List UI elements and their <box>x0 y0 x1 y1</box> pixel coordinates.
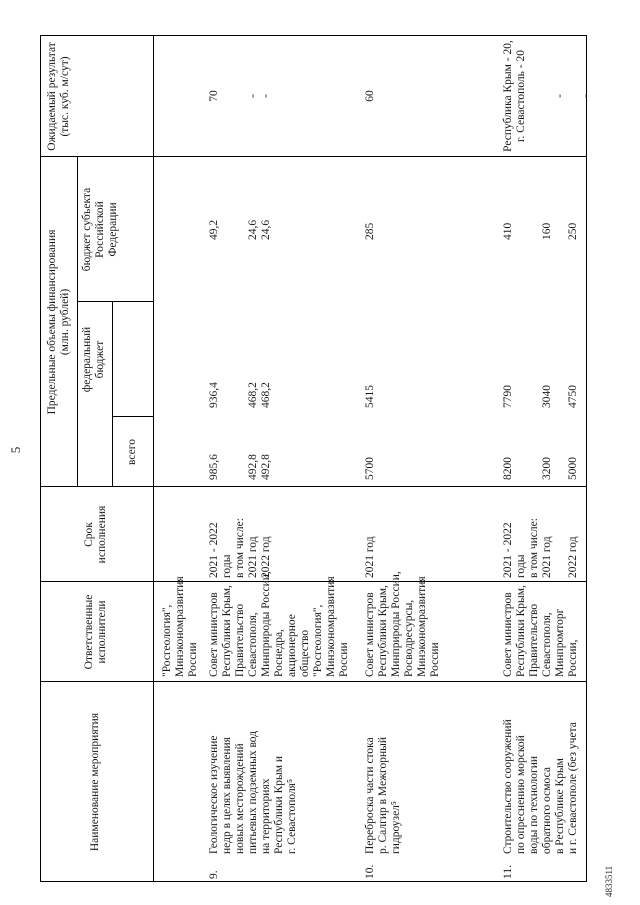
page-number: 5 <box>8 446 23 454</box>
row-number: 11. <box>502 865 514 879</box>
row-number: 9. <box>208 870 220 879</box>
header-result: Ожидаемый результат (тыс. куб. м/сут) <box>46 42 71 151</box>
row-result: Республика Крым - 20, г. Севастополь - 20 - - <box>502 40 592 152</box>
row-term: 2021 год <box>364 536 376 578</box>
row-name: Строительство сооружений по опреснению морской воды по технологии обратного осмоса в Республике Крым и г. Севастополе (без учета <box>502 719 579 854</box>
row-result: 70 - - <box>208 90 272 102</box>
header-regional: бюджет субъекта Российской Федерации <box>81 187 119 272</box>
header-financing: Предельные объемы финансирования (млн. рублей) <box>46 229 71 415</box>
row-name: Геологическое изучение недр в целях выявления новых месторождений питьевых подземных вод на территориях Республики Крым и г. Севастополя⁵ <box>208 730 298 854</box>
row-number: 10. <box>364 864 376 879</box>
row-term: 2021 - 2022 годы в том числе: 2021 год 2022 год <box>208 518 272 578</box>
header-name: Наименование мероприятия <box>89 712 101 852</box>
row-term: 2021 - 2022 годы в том числе: 2021 год 2022 год <box>502 518 579 578</box>
row-federal: 7790 3040 4750 <box>502 385 579 408</box>
header-total: всего <box>126 439 138 465</box>
row-federal: 5415 <box>364 385 376 408</box>
continuation-executors: "Росгеология", Минэкономразвития России <box>161 576 199 677</box>
row-executors: Совет министров Республики Крым, Правительство Севастополя, Минпромторг России, <box>502 585 579 677</box>
row-result: 60 <box>364 90 376 102</box>
row-executors: Совет министров Республики Крым, Минприроды России, Росводресурсы, Минэкономразвития России <box>364 571 441 677</box>
header-executors: Ответственные исполнители <box>83 594 108 670</box>
row-regional: 285 <box>364 222 376 240</box>
row-total: 5700 <box>364 457 376 480</box>
header-federal: федеральный бюджет <box>81 326 106 393</box>
row-executors: Совет министров Республики Крым, Правительство Севастополя, Минприроды России, Роснедра, акционерное общество "Росгеология", Минэкономразвития России <box>208 571 350 677</box>
row-regional: 49,2 24,6 24,6 <box>208 219 272 240</box>
row-regional: 410 160 250 <box>502 222 579 240</box>
row-federal: 936,4 468,2 468,2 <box>208 382 272 408</box>
header-term: Срок исполнения <box>83 505 108 564</box>
row-total: 985,6 492,8 492,8 <box>208 454 272 480</box>
financing-table <box>40 35 592 882</box>
document-id: 4833511 <box>604 865 614 897</box>
row-total: 8200 3200 5000 <box>502 457 579 480</box>
row-name: Переброска части стока р. Салгир в Межгорный гидроузел⁵ <box>364 736 402 854</box>
